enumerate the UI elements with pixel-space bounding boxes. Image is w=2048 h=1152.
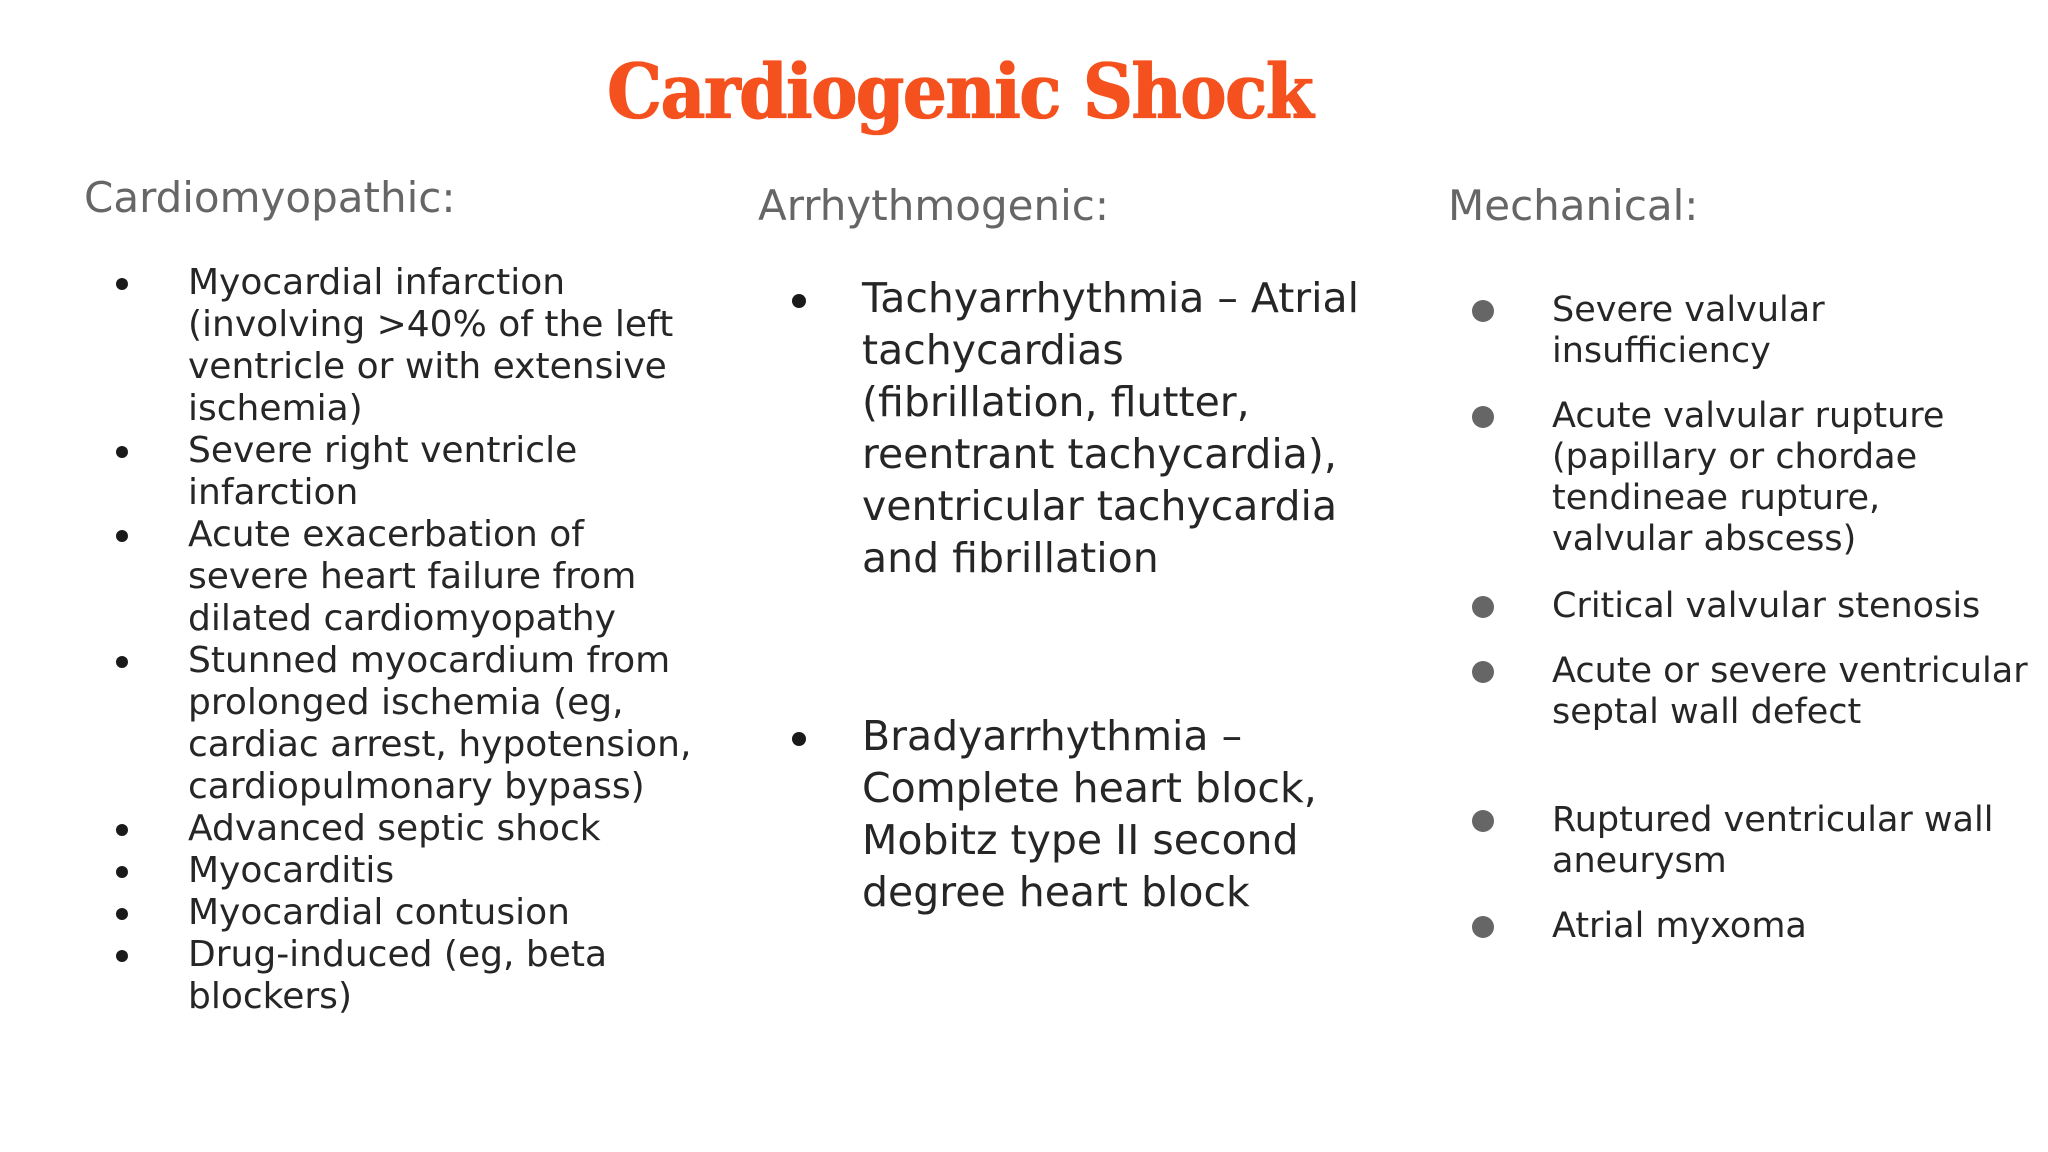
list-item: Myocarditis <box>112 850 712 892</box>
bullet-icon <box>1472 406 1494 428</box>
list-item: Myocardial infarction (involving >40% of the left ventricle or with extensive ischemia) <box>112 262 712 430</box>
bullet-icon <box>792 294 806 308</box>
list-item: Drug-induced (eg, beta blockers) <box>112 934 712 1018</box>
bullet-icon <box>116 656 128 668</box>
list-item: Critical valvular stenosis <box>1468 586 2028 627</box>
bullet-icon <box>1472 300 1494 322</box>
bullet-icon <box>116 950 128 962</box>
bullet-icon <box>1472 661 1494 683</box>
bullet-icon <box>116 446 128 458</box>
column-heading-cardiomyopathic: Cardiomyopathic: <box>84 173 456 222</box>
slide-title: Cardiogenic Shock <box>607 47 1313 136</box>
list-item: Acute or severe ventricular septal wall defect <box>1468 651 2028 733</box>
list-item: Stunned myocardium from prolonged ischemia (eg, cardiac arrest, hypotension, cardiopulmonary bypass) <box>112 640 712 808</box>
list-item: Advanced septic shock <box>112 808 712 850</box>
bullet-icon <box>116 908 128 920</box>
list-item: Myocardial contusion <box>112 892 712 934</box>
bullet-icon <box>116 278 128 290</box>
list-item: Acute exacerbation of severe heart failure from dilated cardiomyopathy <box>112 514 712 640</box>
bullet-icon <box>1472 916 1494 938</box>
bullet-icon <box>116 824 128 836</box>
cardiomyopathic-list <box>112 262 712 1018</box>
column-heading-arrhythmogenic: Arrhythmogenic: <box>758 181 1109 230</box>
list-item: Severe valvular insufficiency <box>1468 290 2028 372</box>
bullet-icon <box>792 732 806 746</box>
list-item: Atrial myxoma <box>1468 906 2028 947</box>
list-item: Severe right ventricle infarction <box>112 430 712 514</box>
bullet-icon <box>1472 810 1494 832</box>
bullet-icon <box>116 866 128 878</box>
list-item: Ruptured ventricular wall aneurysm <box>1468 800 2028 882</box>
list-item: Acute valvular rupture (papillary or chordae tendineae rupture, valvular abscess) <box>1468 396 2028 560</box>
bullet-icon <box>116 530 128 542</box>
list-item: Tachyarrhythmia – Atrial tachycardias (fibrillation, flutter, reentrant tachycardia), ventricular tachycardia and fibrillation <box>788 272 1368 584</box>
bullet-icon <box>1472 596 1494 618</box>
list-item: Bradyarrhythmia – Complete heart block, Mobitz type II second degree heart block <box>788 710 1368 918</box>
column-heading-mechanical: Mechanical: <box>1448 181 1699 230</box>
